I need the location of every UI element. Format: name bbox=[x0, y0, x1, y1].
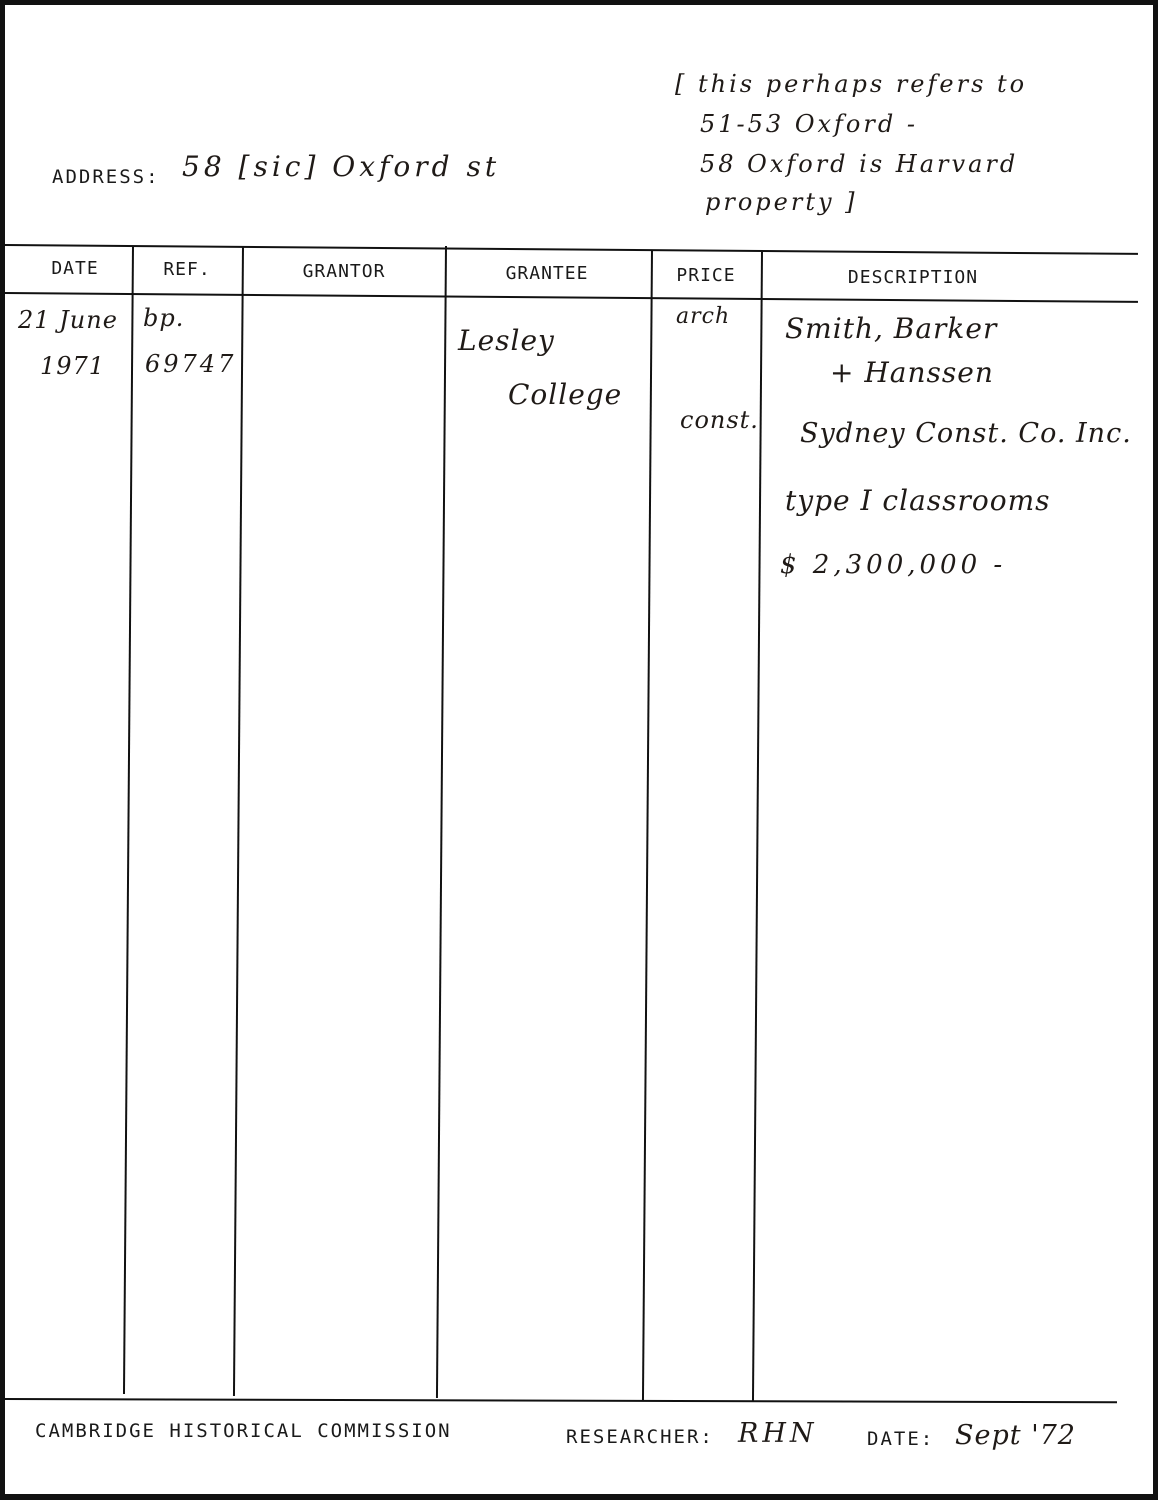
date-value: Sept '72 bbox=[955, 1420, 1076, 1451]
date-label: DATE: bbox=[867, 1428, 935, 1450]
entry-description-line-4: type I classrooms bbox=[785, 484, 1051, 517]
entry-ref-line-1: bp. bbox=[143, 304, 185, 332]
note-line-4: property ] bbox=[705, 188, 858, 216]
entry-price-line-1: arch bbox=[676, 304, 731, 329]
entry-ref-line-2: 69747 bbox=[145, 350, 237, 378]
entry-date-line-1: 21 June bbox=[18, 306, 118, 334]
address-value: 58 [sic] Oxford st bbox=[182, 150, 501, 183]
entry-date-line-2: 1971 bbox=[40, 352, 106, 380]
note-line-2: 51-53 Oxford - bbox=[700, 110, 918, 138]
column-header-grantor: GRANTOR bbox=[302, 261, 386, 282]
entry-grantee-line-1: Lesley bbox=[458, 324, 555, 357]
entry-price-line-2: const. bbox=[680, 406, 759, 434]
column-header-price: PRICE bbox=[676, 265, 736, 286]
column-header-grantee: GRANTEE bbox=[505, 263, 589, 284]
address-label: ADDRESS: bbox=[52, 166, 160, 188]
column-header-date: DATE bbox=[51, 258, 99, 279]
column-header-ref: REF. bbox=[163, 259, 211, 280]
note-line-3: 58 Oxford is Harvard bbox=[700, 150, 1019, 178]
note-line-1: [ this perhaps refers to bbox=[675, 70, 1028, 98]
entry-description-line-3: Sydney Const. Co. Inc. bbox=[800, 418, 1132, 449]
entry-description-line-1: Smith, Barker bbox=[785, 312, 998, 345]
entry-description-line-5: $ 2,300,000 - bbox=[780, 550, 1007, 580]
researcher-value: RHN bbox=[738, 1418, 818, 1449]
entry-description-line-2: + Hanssen bbox=[830, 356, 994, 389]
organization-name: CAMBRIDGE HISTORICAL COMMISSION bbox=[35, 1420, 452, 1442]
column-header-description: DESCRIPTION bbox=[847, 267, 979, 288]
researcher-label: RESEARCHER: bbox=[566, 1426, 714, 1448]
entry-grantee-line-2: College bbox=[508, 378, 623, 411]
